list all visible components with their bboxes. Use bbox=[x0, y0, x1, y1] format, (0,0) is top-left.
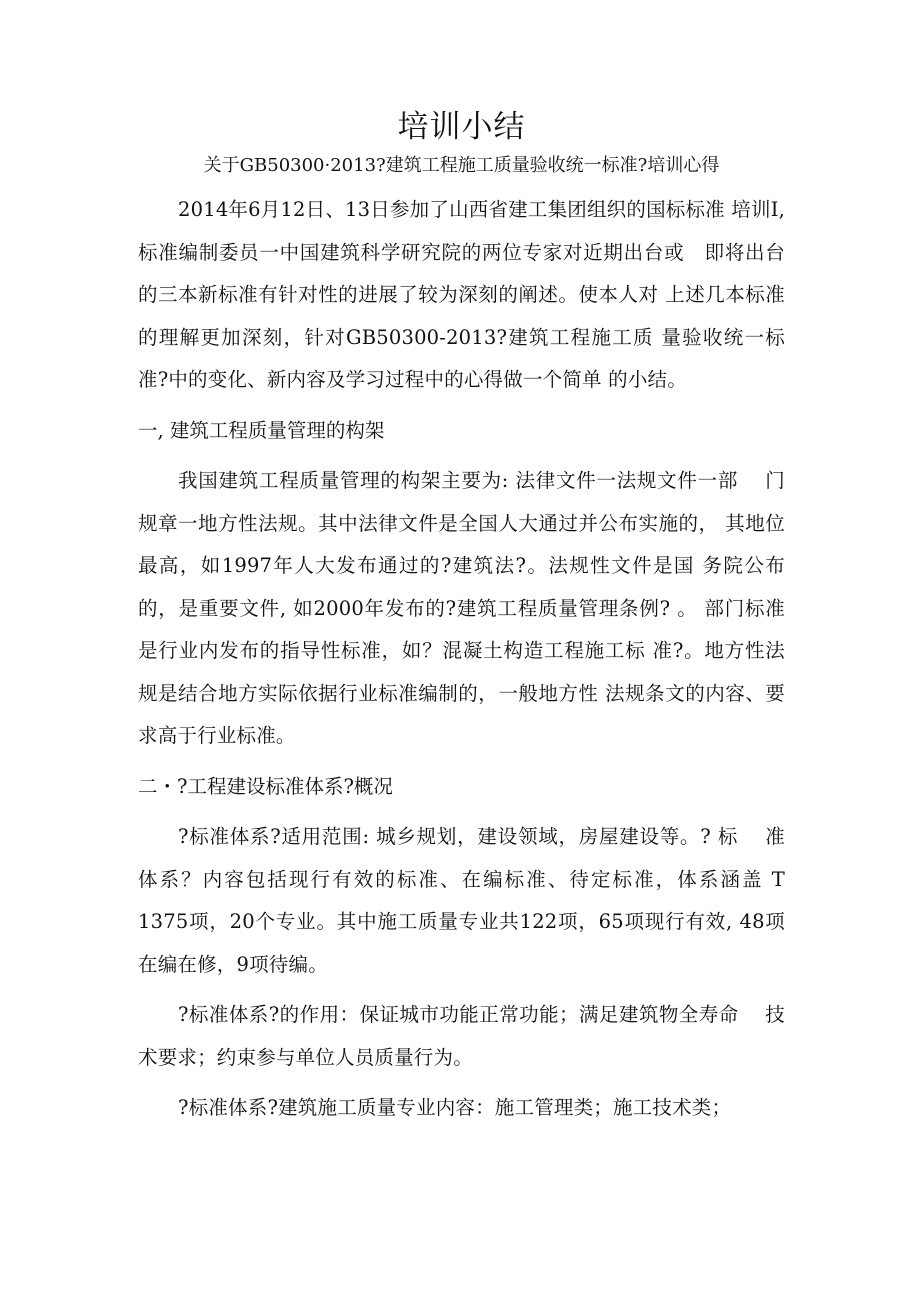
section-2-paragraph-2: ?标准体系?的作用：保证城市功能正常功能；满足建筑物全寿命 技术要求；约束参与单位人员质量行为。 bbox=[138, 1003, 785, 1069]
spacer bbox=[138, 402, 785, 410]
spacer bbox=[138, 986, 785, 994]
section-heading-2: 二・?工程建设标准体系?概况 bbox=[138, 774, 393, 798]
document-subtitle: 关于GB50300·2013?建筑工程施工质量验收统一标准?培训心得 bbox=[203, 155, 720, 176]
spacer bbox=[138, 1079, 785, 1087]
section-2-paragraph-1: ?标准体系?适用范围: 城乡规划，建设领域，房屋建设等。? 标 准体系？内容包括现行有效的标准、在编标准、待定标准，体系涵盖 T 1375项，20个专业。其中施工质量专业共122项，65项现行有效, 48项在编在修，9项待编。 bbox=[138, 825, 785, 976]
intro-paragraph: 2014年6月12日、13日参加了山西省建工集团组织的国标标准 培训I,标准编制委员一中国建筑科学研究院的两位专家对近期出台或 即将出台的三本新标准有针对性的进展了较为深刻的阐述。使本人对 上述几本标准的理解更加深刻，针对GB50300-2013?建筑工程施工质 量验收统一标准?中的变化、新内容及学习过程中的心得做一个简单 的小结。 bbox=[138, 198, 785, 391]
document-title: 培训小结 bbox=[397, 109, 526, 145]
section-heading-1: 一, 建筑工程质量管理的构架 bbox=[138, 418, 385, 442]
section-1-paragraph: 我国建筑工程质量管理的构架主要为: 法律文件一法规文件一部 门规章一地方性法规。其中法律文件是全国人大通过并公布实施的， 其地位最高，如1997年人大发布通过的?建筑法?。法规性文件是国 务院公布的，是重要文件, 如2000年发布的?建筑工程质量管理条例? 。 部门标准是行业内发布的指导性标准，如？混凝土构造工程施工标 准?。地方性法规是结合地方实际依据行业标准编制的，一般地方性 法规条文的内容、要求高于行业标准。 bbox=[138, 469, 785, 747]
section-2-paragraph-3: ?标准体系?建筑施工质量专业内容：施工管理类；施工技术类； bbox=[178, 1096, 732, 1119]
spacer bbox=[138, 758, 785, 766]
